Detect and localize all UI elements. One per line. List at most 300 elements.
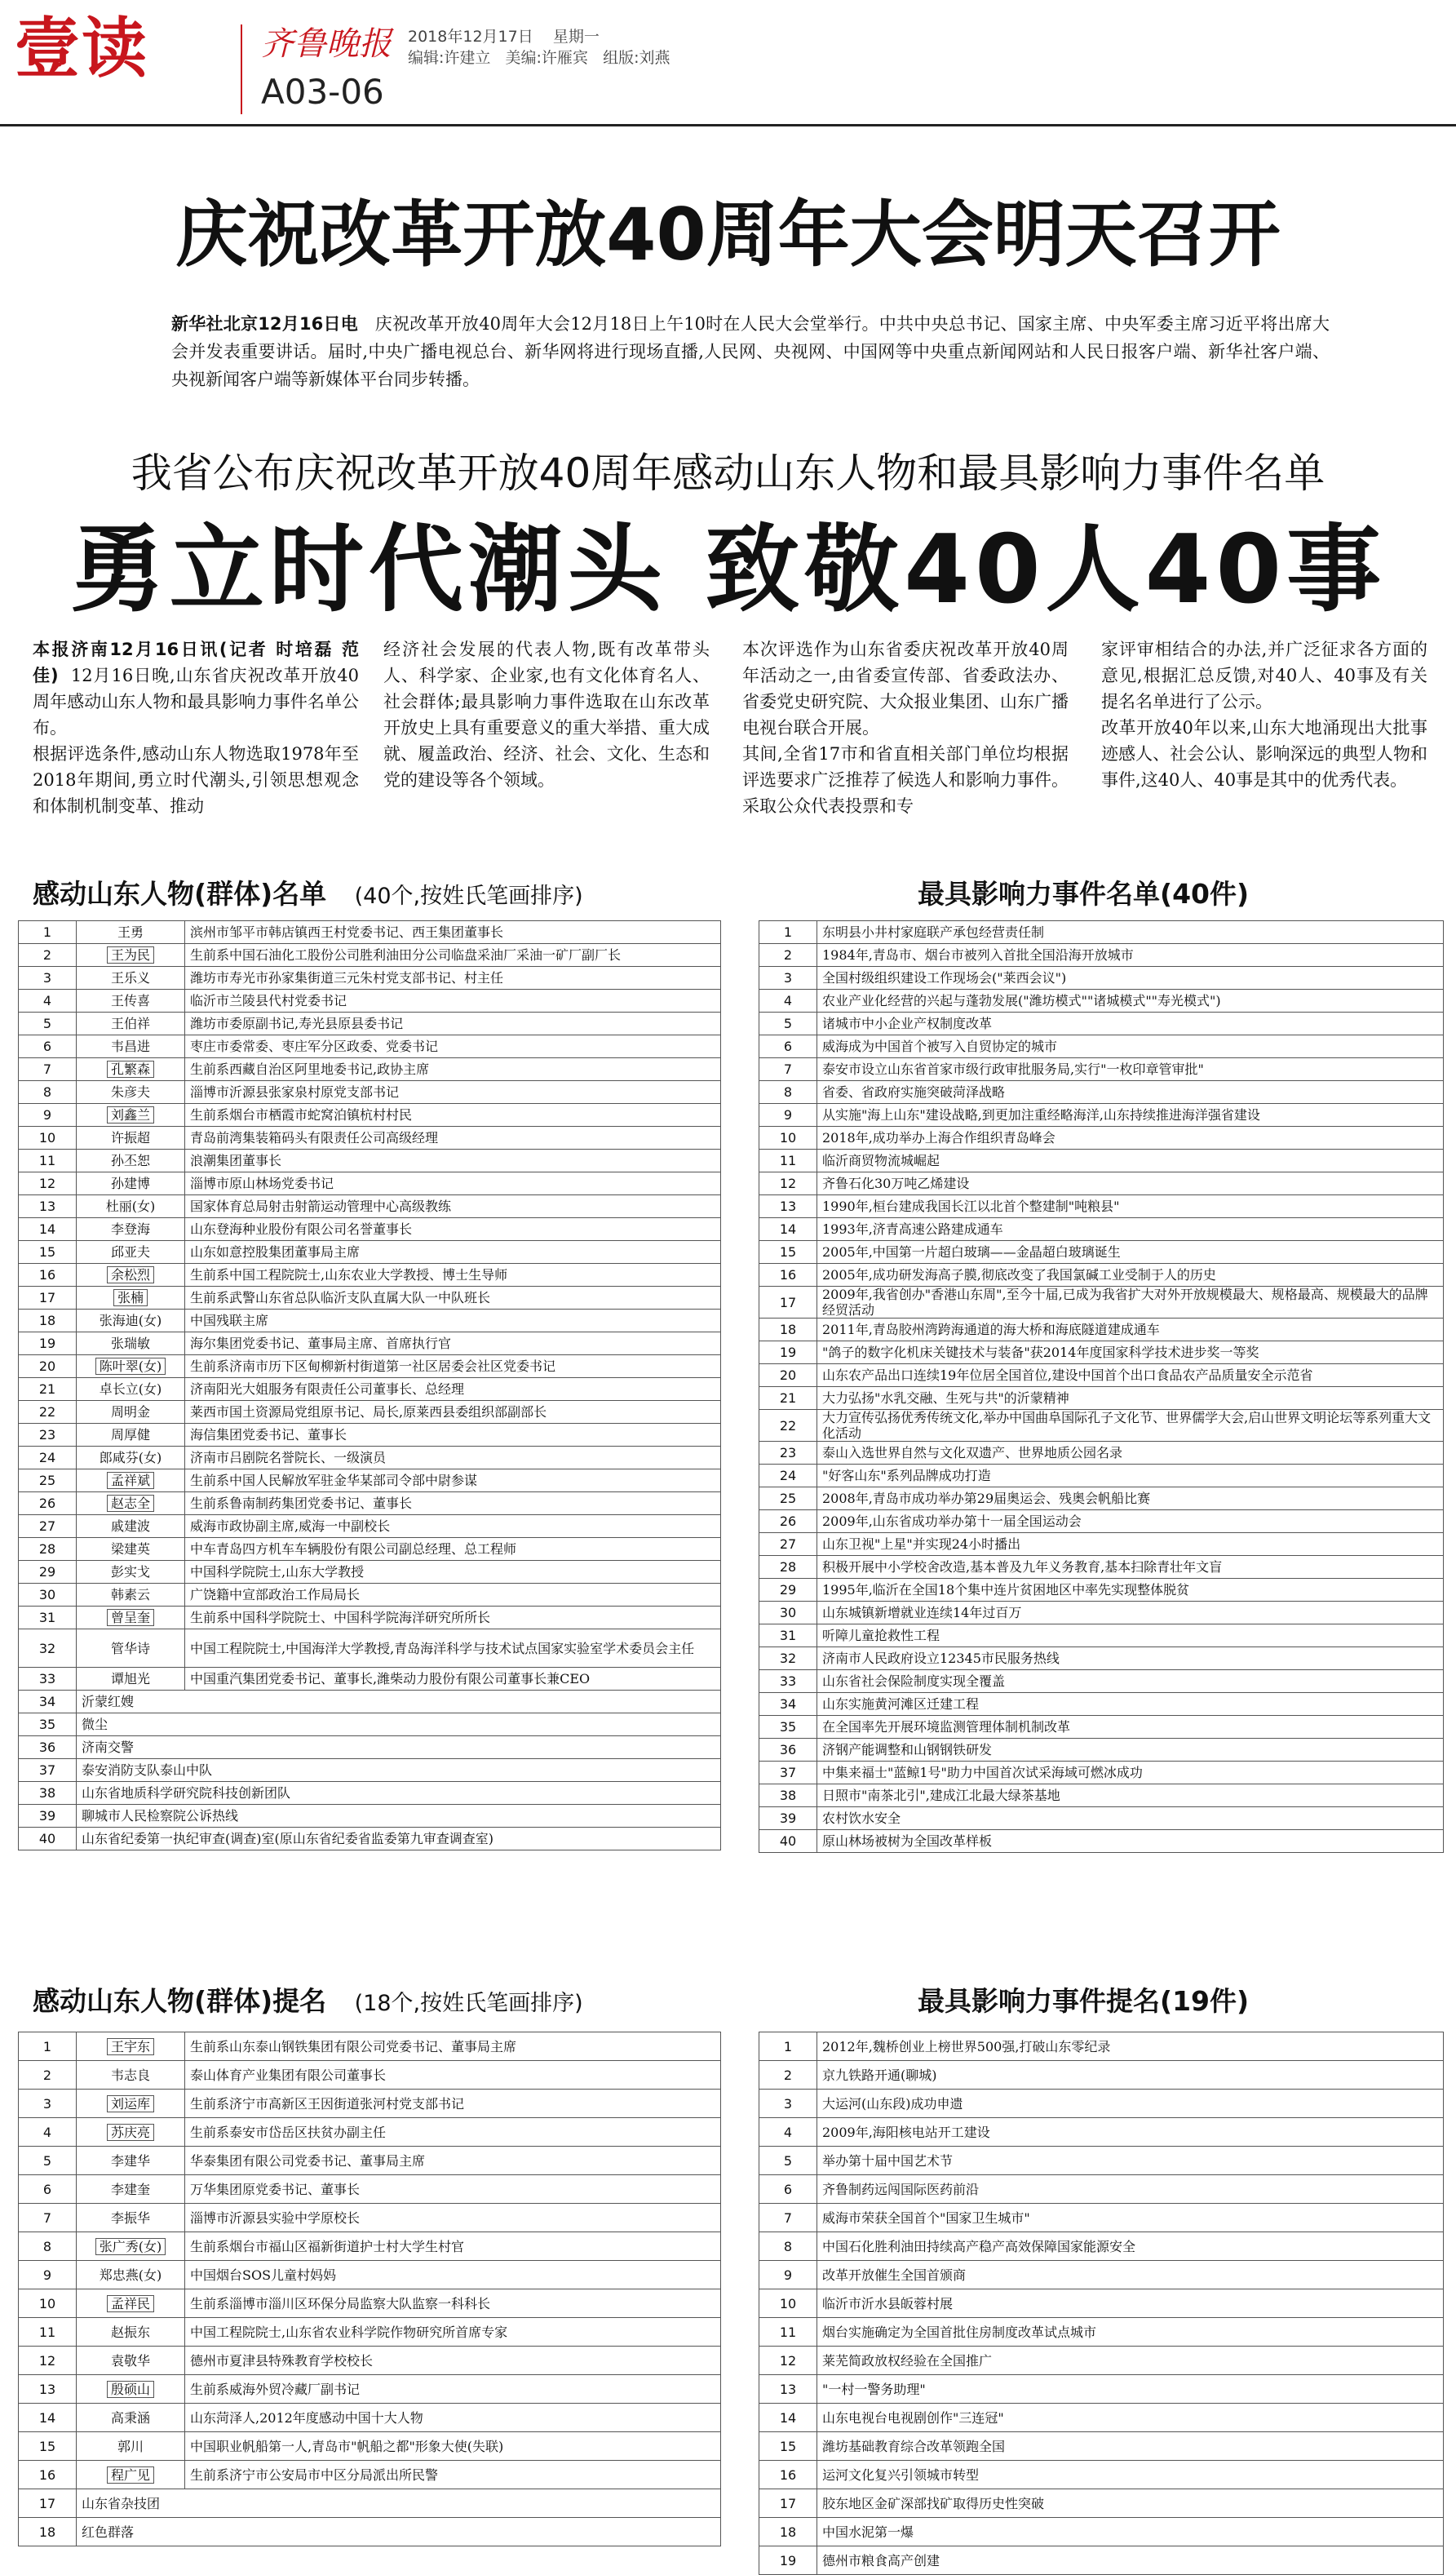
row-number: 11 xyxy=(19,1150,77,1172)
table-row xyxy=(19,1172,721,1195)
row-description: 省委、省政府实施突破菏泽战略 xyxy=(817,1081,1444,1104)
row-number: 12 xyxy=(759,1172,817,1195)
row-name-boxed: 曾呈奎 xyxy=(107,1609,154,1626)
row-number: 38 xyxy=(759,1784,817,1807)
row-description: 胶东地区金矿深部找矿取得历史性突破 xyxy=(817,2489,1444,2518)
row-name: 聊城市人民检察院公诉热线 xyxy=(77,1805,721,1828)
table-row xyxy=(759,1602,1444,1624)
row-name-boxed: 王为民 xyxy=(107,946,154,964)
row-description: 生前系淄博市淄川区环保分局监察大队监察一科科长 xyxy=(185,2289,721,2318)
row-number: 26 xyxy=(19,1492,77,1515)
table-row xyxy=(19,1218,721,1241)
table-row xyxy=(19,1469,721,1492)
table-row xyxy=(759,1739,1444,1762)
row-name: 赵振东 xyxy=(77,2318,185,2347)
row-number: 11 xyxy=(19,2318,77,2347)
row-name: 许振超 xyxy=(77,1127,185,1150)
table-row xyxy=(759,2318,1444,2347)
row-description: 泰山入选世界自然与文化双遗产、世界地质公园名录 xyxy=(817,1442,1444,1465)
row-number: 37 xyxy=(19,1759,77,1782)
table-row xyxy=(759,2432,1444,2461)
row-name xyxy=(77,1492,185,1515)
row-description: 日照市"南茶北引",建成江北最大绿茶基地 xyxy=(817,1784,1444,1807)
row-name: 微尘 xyxy=(77,1713,721,1736)
row-description: 泰山体育产业集团有限公司董事长 xyxy=(185,2061,721,2090)
row-number: 10 xyxy=(759,2289,817,2318)
masthead-rule xyxy=(0,124,1456,126)
table-row xyxy=(19,921,721,944)
row-description: 生前系鲁南制药集团党委书记、董事长 xyxy=(185,1492,721,1515)
row-number: 3 xyxy=(759,967,817,990)
row-number: 23 xyxy=(19,1424,77,1447)
row-description: 农业产业化经营的兴起与蓬勃发展("潍坊模式""诸城模式""寿光模式") xyxy=(817,990,1444,1013)
designer-credit: 美编:许雁宾 xyxy=(505,49,588,67)
row-name-boxed: 刘鑫兰 xyxy=(107,1106,154,1124)
row-name-boxed: 孟祥斌 xyxy=(107,1472,154,1489)
row-name: 周厚健 xyxy=(77,1424,185,1447)
table-row xyxy=(759,1807,1444,1830)
row-description: 潍坊市委原副书记,寿光县原县委书记 xyxy=(185,1013,721,1035)
row-name-boxed: 程广见 xyxy=(107,2466,154,2484)
table-row xyxy=(759,2461,1444,2489)
row-description: 烟台实施确定为全国首批住房制度改革试点城市 xyxy=(817,2318,1444,2347)
table-row xyxy=(19,2432,721,2461)
row-number: 13 xyxy=(19,2375,77,2404)
row-number: 18 xyxy=(759,1319,817,1341)
row-description: 滨州市邹平市韩店镇西王村党委书记、西王集团董事长 xyxy=(185,921,721,944)
row-description: 东明县小井村家庭联产承包经营责任制 xyxy=(817,921,1444,944)
row-number: 20 xyxy=(759,1364,817,1387)
row-name xyxy=(77,2289,185,2318)
row-name xyxy=(77,1058,185,1081)
article2-subhead: 我省公布庆祝改革开放40周年感动山东人物和最具影响力事件名单 xyxy=(131,450,1325,497)
row-name: 王传喜 xyxy=(77,990,185,1013)
row-name: 山东省地质科学研究院科技创新团队 xyxy=(77,1782,721,1805)
row-number: 8 xyxy=(19,2232,77,2261)
row-name xyxy=(77,1607,185,1629)
row-number: 2 xyxy=(19,2061,77,2090)
row-number: 17 xyxy=(759,2489,817,2518)
row-name-boxed: 陈叶翠(女) xyxy=(95,1358,166,1375)
row-name-boxed: 余松烈 xyxy=(107,1266,154,1283)
row-name: 王勇 xyxy=(77,921,185,944)
row-number: 16 xyxy=(759,2461,817,2489)
table-row xyxy=(759,2032,1444,2061)
row-number: 14 xyxy=(19,1218,77,1241)
row-description: 生前系威海外贸冷藏厂副书记 xyxy=(185,2375,721,2404)
table-row xyxy=(19,1629,721,1668)
row-number: 36 xyxy=(19,1736,77,1759)
row-number: 37 xyxy=(759,1762,817,1784)
row-description: 中车青岛四方机车车辆股份有限公司副总经理、总工程师 xyxy=(185,1538,721,1561)
row-description: 中国职业帆船第一人,青岛市"帆船之都"形象大使(失联) xyxy=(185,2432,721,2461)
table-row xyxy=(759,1319,1444,1341)
row-number: 19 xyxy=(759,1341,817,1364)
row-number: 33 xyxy=(19,1668,77,1691)
row-description: 大力弘扬"水乳交融、生死与共"的沂蒙精神 xyxy=(817,1387,1444,1410)
row-name: 孙建博 xyxy=(77,1172,185,1195)
row-name xyxy=(77,1287,185,1310)
row-number: 24 xyxy=(759,1465,817,1487)
row-description: "一村一警务助理" xyxy=(817,2375,1444,2404)
row-number: 12 xyxy=(759,2347,817,2375)
row-description: 1995年,临沂在全国18个集中连片贫困地区中率先实现整体脱贫 xyxy=(817,1579,1444,1602)
row-name-boxed: 张楠 xyxy=(113,1289,148,1306)
row-description: 山东电视台电视剧创作"三连冠" xyxy=(817,2404,1444,2432)
row-description: 临沂市兰陵县代村党委书记 xyxy=(185,990,721,1013)
table-row xyxy=(19,2118,721,2147)
row-number: 31 xyxy=(19,1607,77,1629)
row-number: 18 xyxy=(19,1310,77,1332)
row-description: 生前系西藏自治区阿里地委书记,政协主席 xyxy=(185,1058,721,1081)
row-number: 5 xyxy=(759,2147,817,2175)
table-row xyxy=(19,1355,721,1378)
row-number: 9 xyxy=(759,1104,817,1127)
table-row xyxy=(19,2404,721,2432)
row-number: 10 xyxy=(759,1127,817,1150)
people-list-table xyxy=(18,920,721,1850)
row-name xyxy=(77,2375,185,2404)
masthead-credits xyxy=(408,46,670,68)
row-description: 济南市吕剧院名誉院长、一级演员 xyxy=(185,1447,721,1469)
table-row xyxy=(759,1104,1444,1127)
row-number: 23 xyxy=(759,1442,817,1465)
table-row xyxy=(19,1058,721,1081)
row-description: 海信集团党委书记、董事长 xyxy=(185,1424,721,1447)
row-name-boxed: 孟祥民 xyxy=(107,2295,154,2312)
row-number: 3 xyxy=(19,967,77,990)
row-name: 袁敬华 xyxy=(77,2347,185,2375)
row-name: 高秉涵 xyxy=(77,2404,185,2432)
row-number: 6 xyxy=(759,2175,817,2204)
masthead-date-line xyxy=(408,24,600,47)
row-name: 沂蒙红嫂 xyxy=(77,1691,721,1713)
row-description: 山东实施黄河滩区迁建工程 xyxy=(817,1693,1444,1716)
table-row xyxy=(759,1150,1444,1172)
row-description: "鸽子的数字化机床关键技术与装备"获2014年度国家科学技术进步奖一等奖 xyxy=(817,1341,1444,1364)
row-description: 潍坊市寿光市孙家集街道三元朱村党支部书记、村主任 xyxy=(185,967,721,990)
table-row xyxy=(19,990,721,1013)
table-row xyxy=(19,1332,721,1355)
row-number: 5 xyxy=(19,2147,77,2175)
row-description: 生前系泰安市岱岳区扶贫办副主任 xyxy=(185,2118,721,2147)
table-row xyxy=(759,1127,1444,1150)
table-row xyxy=(19,1264,721,1287)
row-description: 生前系济宁市高新区王因街道张河村党支部书记 xyxy=(185,2090,721,2118)
row-number: 7 xyxy=(19,1058,77,1081)
row-number: 13 xyxy=(759,2375,817,2404)
row-description: 山东农产品出口连续19年位居全国首位,建设中国首个出口食品农产品质量安全示范省 xyxy=(817,1364,1444,1387)
row-name-boxed: 张广秀(女) xyxy=(95,2238,166,2255)
table-row xyxy=(759,2546,1444,2575)
table-row xyxy=(19,2147,721,2175)
article1-headline: 庆祝改革开放40周年大会明天召开 xyxy=(175,193,1281,277)
row-number: 10 xyxy=(19,1127,77,1150)
table-row xyxy=(19,2232,721,2261)
row-number: 10 xyxy=(19,2289,77,2318)
row-description: 齐鲁石化30万吨乙烯建设 xyxy=(817,1172,1444,1195)
row-description: 威海市政协副主席,威海一中副校长 xyxy=(185,1515,721,1538)
table-row xyxy=(19,2461,721,2489)
table-row xyxy=(759,1465,1444,1487)
row-number: 30 xyxy=(19,1584,77,1607)
article2-column-4: 家评审相结合的办法,并广泛征求各方面的意见,根据汇总反馈,对40人、40事及有关提名名单进行了公示。 改革开放40年以来,山东大地涌现出大批事迹感人、社会公认、影响深远的典型人物和事件,这40人、40事是其中的优秀代表。 xyxy=(1101,640,1427,790)
row-number: 27 xyxy=(759,1533,817,1556)
table-row xyxy=(759,1442,1444,1465)
row-description: 中国残联主席 xyxy=(185,1310,721,1332)
row-description: 2009年,山东省成功举办第十一届全国运动会 xyxy=(817,1510,1444,1533)
row-description: 万华集团原党委书记、董事长 xyxy=(185,2175,721,2204)
row-number: 12 xyxy=(19,1172,77,1195)
row-description: 国家体育总局射击射箭运动管理中心高级教练 xyxy=(185,1195,721,1218)
paper-name-logo: 齐鲁晚报 xyxy=(261,25,392,63)
table-row xyxy=(759,967,1444,990)
editor-credit: 编辑:许建立 xyxy=(408,49,491,67)
row-number: 2 xyxy=(19,944,77,967)
table-row xyxy=(759,1287,1444,1319)
table-row xyxy=(19,2175,721,2204)
article1-dateline: 新华社北京12月16日电 xyxy=(171,314,358,334)
masthead-divider xyxy=(241,24,242,114)
row-number: 6 xyxy=(759,1035,817,1058)
row-description: 莱西市国土资源局党组原书记、局长,原莱西县委组织部副部长 xyxy=(185,1401,721,1424)
row-number: 8 xyxy=(759,2232,817,2261)
article2-col1-text: 12月16日晚,山东省庆祝改革开放40周年感动山东人物和最具影响力事件名单公布。 根据评选条件,感动山东人物选取1978年至2018年期间,勇立时代潮头,引领思想观念和体制机制变革、推动 xyxy=(33,666,359,816)
table-row xyxy=(19,1035,721,1058)
row-number: 11 xyxy=(759,2318,817,2347)
events-nominations-title: 最具影响力事件提名(19件) xyxy=(918,1985,1250,2017)
row-number: 15 xyxy=(19,2432,77,2461)
article1-text: 庆祝改革开放40周年大会12月18日上午10时在人民大会堂举行。中共中央总书记、国家主席、中央军委主席习近平将出席大会并发表重要讲话。届时,中央广播电视总台、新华网将进行现场直播,人民网、央视网、中国网等中央重点新闻网站和人民日报客户端、新华社客户端、央视新闻客户端等新媒体平台同步转播。 xyxy=(171,314,1330,389)
row-name xyxy=(77,2032,185,2061)
row-number: 22 xyxy=(759,1410,817,1442)
row-name: 红色群落 xyxy=(77,2518,721,2546)
row-number: 13 xyxy=(759,1195,817,1218)
row-description: 2011年,青岛胶州湾跨海通道的海大桥和海底隧道建成通车 xyxy=(817,1319,1444,1341)
table-row xyxy=(759,2375,1444,2404)
row-description: 2009年,海阳核电站开工建设 xyxy=(817,2118,1444,2147)
row-name xyxy=(77,1355,185,1378)
table-row xyxy=(19,2489,721,2518)
table-row xyxy=(19,1668,721,1691)
row-name-boxed: 苏庆亮 xyxy=(107,2124,154,2141)
table-row xyxy=(19,1782,721,1805)
table-row xyxy=(19,1736,721,1759)
row-number: 21 xyxy=(759,1387,817,1410)
row-description: 积极开展中小学校舍改造,基本普及九年义务教育,基本扫除青壮年文盲 xyxy=(817,1556,1444,1579)
row-number: 7 xyxy=(759,2204,817,2232)
row-name-boxed: 王宇东 xyxy=(107,2038,154,2055)
table-row xyxy=(759,1533,1444,1556)
table-row xyxy=(759,2289,1444,2318)
article2-headline: 勇立时代潮头 致敬40人40事 xyxy=(69,515,1387,625)
row-number: 38 xyxy=(19,1782,77,1805)
row-number: 28 xyxy=(19,1538,77,1561)
table-row xyxy=(19,1287,721,1310)
table-row xyxy=(759,1624,1444,1647)
row-description: 在全国率先开展环境监测管理体制机制改革 xyxy=(817,1716,1444,1739)
row-number: 1 xyxy=(759,921,817,944)
row-number: 19 xyxy=(759,2546,817,2575)
row-name xyxy=(77,2232,185,2261)
table-row xyxy=(19,1713,721,1736)
row-description: 农村饮水安全 xyxy=(817,1807,1444,1830)
row-description: 德州市粮食高产创建 xyxy=(817,2546,1444,2575)
row-name-boxed: 殷硕山 xyxy=(107,2381,154,2398)
row-number: 14 xyxy=(759,2404,817,2432)
row-description: 莱芜简政放权经验在全国推广 xyxy=(817,2347,1444,2375)
table-row xyxy=(19,1805,721,1828)
table-row xyxy=(759,2404,1444,2432)
issue-weekday: 星期一 xyxy=(552,28,600,46)
row-description: 大力宣传弘扬优秀传统文化,举办中国曲阜国际孔子文化节、世界儒学大会,启山世界文明论坛等系列重大文化活动 xyxy=(817,1410,1444,1442)
table-row xyxy=(759,2347,1444,2375)
row-number: 15 xyxy=(19,1241,77,1264)
row-name: 郭川 xyxy=(77,2432,185,2461)
row-name xyxy=(77,2461,185,2489)
row-description: 诸城市中小企业产权制度改革 xyxy=(817,1013,1444,1035)
row-number: 9 xyxy=(19,1104,77,1127)
row-description: 中国烟台SOS儿童村妈妈 xyxy=(185,2261,721,2289)
row-name: 管华诗 xyxy=(77,1629,185,1668)
row-description: 举办第十届中国艺术节 xyxy=(817,2147,1444,2175)
row-number: 8 xyxy=(759,1081,817,1104)
row-description: 2005年,中国第一片超白玻璃——金晶超白玻璃诞生 xyxy=(817,1241,1444,1264)
article2-column-2: 经济社会发展的代表人物,既有改革带头人、科学家、企业家,也有文化体育名人、社会群体;最具影响力事件选取在山东改革开放史上具有重要意义的重大举措、重大成就、履盖政治、经济、社会、文化、生态和党的建设等各个领域。 xyxy=(383,640,710,790)
row-name: 王伯祥 xyxy=(77,1013,185,1035)
row-name: 邱亚夫 xyxy=(77,1241,185,1264)
row-description: 运河文化复兴引领城市转型 xyxy=(817,2461,1444,2489)
row-description: 中国重汽集团党委书记、董事长,潍柴动力股份有限公司董事长兼CEO xyxy=(185,1668,721,1691)
row-description: 1993年,济青高速公路建成通车 xyxy=(817,1218,1444,1241)
row-number: 4 xyxy=(759,990,817,1013)
row-description: 威海市荣获全国首个"国家卫生城市" xyxy=(817,2204,1444,2232)
row-description: 听障儿童抢救性工程 xyxy=(817,1624,1444,1647)
row-description: 生前系济南市历下区甸柳新村街道第一社区居委会社区党委书记 xyxy=(185,1355,721,1378)
table-row xyxy=(19,1104,721,1127)
row-number: 39 xyxy=(759,1807,817,1830)
table-row xyxy=(759,2204,1444,2232)
table-row xyxy=(19,2032,721,2061)
article1-body xyxy=(171,310,1330,393)
row-description: 中国工程院院士,山东省农业科学院作物研究所首席专家 xyxy=(185,2318,721,2347)
row-number: 2 xyxy=(759,2061,817,2090)
row-number: 6 xyxy=(19,1035,77,1058)
people-list-title: 感动山东人物(群体)名单 (40个,按姓氏笔画排序) xyxy=(33,878,583,910)
row-description: 青岛前湾集装箱码头有限责任公司高级经理 xyxy=(185,1127,721,1150)
row-description: 济南市人民政府设立12345市民服务热线 xyxy=(817,1647,1444,1670)
table-row xyxy=(759,2175,1444,2204)
issue-date: 2018年12月17日 xyxy=(408,28,533,46)
people-nominations-table xyxy=(18,2032,721,2546)
row-number: 24 xyxy=(19,1447,77,1469)
article2-column-1 xyxy=(33,636,359,819)
table-row xyxy=(759,1172,1444,1195)
row-number: 19 xyxy=(19,1332,77,1355)
events-list-table xyxy=(759,920,1444,1853)
row-name-boxed: 赵志全 xyxy=(107,1495,154,1512)
row-name: 郑忠燕(女) xyxy=(77,2261,185,2289)
table-row xyxy=(759,1716,1444,1739)
row-description: 2008年,青岛市成功举办第29届奥运会、残奥会帆船比赛 xyxy=(817,1487,1444,1510)
table-row xyxy=(759,1264,1444,1287)
row-number: 6 xyxy=(19,2175,77,2204)
row-number: 32 xyxy=(759,1647,817,1670)
table-row xyxy=(759,1784,1444,1807)
row-number: 1 xyxy=(19,2032,77,2061)
table-row xyxy=(19,2061,721,2090)
row-description: 大运河(山东段)成功申遗 xyxy=(817,2090,1444,2118)
table-row xyxy=(19,2204,721,2232)
row-number: 17 xyxy=(19,1287,77,1310)
table-row xyxy=(19,2375,721,2404)
row-description: 山东卫视"上星"并实现24小时播出 xyxy=(817,1533,1444,1556)
table-row xyxy=(19,1081,721,1104)
page-number: A03-06 xyxy=(261,72,384,112)
row-number: 32 xyxy=(19,1629,77,1668)
row-number: 14 xyxy=(759,1218,817,1241)
row-description: 原山林场被树为全国改革样板 xyxy=(817,1830,1444,1853)
table-row xyxy=(759,1195,1444,1218)
table-row xyxy=(759,1762,1444,1784)
row-number: 40 xyxy=(759,1830,817,1853)
row-number: 34 xyxy=(759,1693,817,1716)
row-number: 17 xyxy=(759,1287,817,1319)
row-description: 生前系山东泰山钢铁集团有限公司党委书记、董事局主席 xyxy=(185,2032,721,2061)
row-name: 张海迪(女) xyxy=(77,1310,185,1332)
row-name xyxy=(77,2118,185,2147)
table-row xyxy=(19,2090,721,2118)
row-name-boxed: 刘运库 xyxy=(107,2095,154,2112)
row-description: 生前系烟台市福山区福新街道护士村大学生村官 xyxy=(185,2232,721,2261)
table-row xyxy=(19,1828,721,1850)
row-name: 泰安消防支队泰山中队 xyxy=(77,1759,721,1782)
row-number: 16 xyxy=(759,1264,817,1287)
proof-credit: 组版:刘燕 xyxy=(603,49,670,67)
table-row xyxy=(19,1515,721,1538)
row-description: 海尔集团党委书记、董事局主席、首席执行官 xyxy=(185,1332,721,1355)
row-description: 华泰集团有限公司党委书记、董事局主席 xyxy=(185,2147,721,2175)
row-number: 33 xyxy=(759,1670,817,1693)
row-name: 韩素云 xyxy=(77,1584,185,1607)
row-description: 生前系武警山东省总队临沂支队直属大队一中队班长 xyxy=(185,1287,721,1310)
table-row xyxy=(19,1127,721,1150)
row-name: 梁建英 xyxy=(77,1538,185,1561)
table-row xyxy=(759,990,1444,1013)
row-number: 15 xyxy=(759,1241,817,1264)
row-name: 山东省纪委第一执纪审查(调查)室(原山东省纪委省监委第九审查调查室) xyxy=(77,1828,721,1850)
row-name: 韦昌进 xyxy=(77,1035,185,1058)
row-number: 25 xyxy=(759,1487,817,1510)
row-name: 韦志良 xyxy=(77,2061,185,2090)
table-row xyxy=(759,1364,1444,1387)
row-number: 35 xyxy=(19,1713,77,1736)
row-number: 9 xyxy=(19,2261,77,2289)
table-row xyxy=(19,2518,721,2546)
row-description: 生前系中国科学院院士、中国科学院海洋研究所所长 xyxy=(185,1607,721,1629)
table-row xyxy=(19,1401,721,1424)
table-row xyxy=(19,1378,721,1401)
table-row xyxy=(759,2090,1444,2118)
row-description: 2009年,我省创办"香港山东周",至今十届,已成为我省扩大对外开放规模最大、规格最高、规模最大的品牌经贸活动 xyxy=(817,1287,1444,1319)
row-number: 5 xyxy=(19,1013,77,1035)
row-description: 中国水泥第一爆 xyxy=(817,2518,1444,2546)
row-description: 中集来福士"蓝鲸1号"助力中国首次试采海域可燃冰成功 xyxy=(817,1762,1444,1784)
row-number: 28 xyxy=(759,1556,817,1579)
section-title: 壹读 xyxy=(15,11,148,86)
table-row xyxy=(19,1424,721,1447)
row-description: 山东城镇新增就业连续14年过百万 xyxy=(817,1602,1444,1624)
